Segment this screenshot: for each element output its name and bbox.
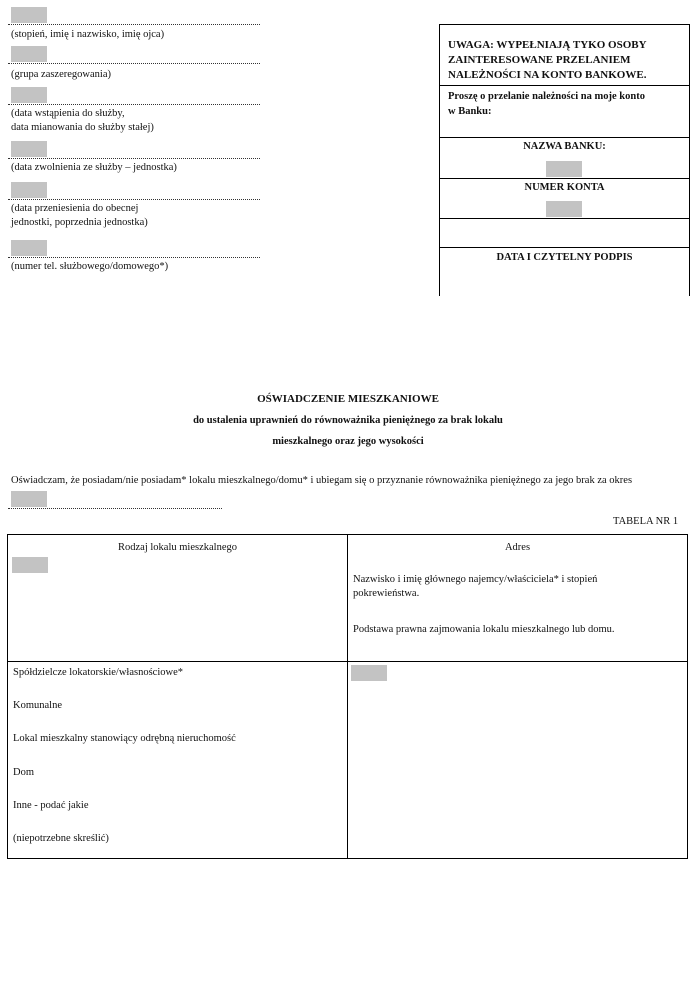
box-divider-1 xyxy=(440,85,689,86)
bank-name-label: NAZWA BANKU: xyxy=(523,141,606,152)
box-divider-5 xyxy=(440,247,689,248)
bank-request-1: Proszę o przelanie należności na moje konto xyxy=(448,91,645,102)
bank-request-2: w Banku: xyxy=(448,106,492,117)
period-line xyxy=(8,508,222,509)
option-strike-note: (niepotrzebne skreślić) xyxy=(13,833,109,844)
option-house: Dom xyxy=(13,767,34,778)
housing-table xyxy=(7,534,688,859)
option-cooperative: Spółdzielcze lokatorskie/własnościowe* xyxy=(13,667,183,678)
option-separate-property: Lokal mieszkalny stanowiący odrębną nieruchomość xyxy=(13,733,236,744)
declaration-subtitle-1: do ustalenia uprawnień do równoważnika pieniężnego za brak lokalu xyxy=(193,415,503,426)
housing-type-redacted xyxy=(12,557,48,573)
discharge-line xyxy=(8,158,260,159)
bank-notice-1: UWAGA: WYPEŁNIAJĄ TYKO OSOBY xyxy=(448,39,647,51)
service-date-line xyxy=(8,104,260,105)
table-body-row xyxy=(8,662,688,859)
account-number-redacted xyxy=(546,201,582,217)
address-header-cell xyxy=(348,535,688,662)
date-signature-label: DATA I CZYTELNY PODPIS xyxy=(496,252,633,263)
bank-transfer-box xyxy=(439,24,690,296)
group-line xyxy=(8,63,260,64)
owner-label-2: pokrewieństwa. xyxy=(353,588,420,599)
declaration-statement: Oświadczam, że posiadam/nie posiadam* lokalu mieszkalnego/domu* i ubiegam się o przyznanie równoważnika pieniężnego za jego brak za okres xyxy=(11,475,633,486)
address-header: Adres xyxy=(504,542,531,553)
discharge-caption: (data zwolnienia ze służby – jednostka) xyxy=(11,162,177,173)
account-number-label: NUMER KONTA xyxy=(524,182,605,193)
transfer-caption-2: jednostki, poprzednia jednostka) xyxy=(11,217,148,228)
phone-line xyxy=(8,257,260,258)
service-date-redacted xyxy=(11,87,47,103)
transfer-redacted xyxy=(11,182,47,198)
table-header-row xyxy=(8,535,688,662)
address-value-cell xyxy=(348,662,688,859)
declaration-title: OŚWIADCZENIE MIESZKANIOWE xyxy=(257,393,439,405)
option-municipal: Komunalne xyxy=(13,700,62,711)
rank-name-caption: (stopień, imię i nazwisko, imię ojca) xyxy=(11,29,165,40)
address-redacted xyxy=(351,665,387,681)
legal-basis-label: Podstawa prawna zajmowania lokalu mieszkalnego lub domu. xyxy=(353,624,615,635)
period-redacted xyxy=(11,491,47,507)
phone-caption: (numer tel. służbowego/domowego*) xyxy=(11,261,169,272)
box-divider-2 xyxy=(440,137,689,138)
service-date-caption-2: data mianowania do służby stałej) xyxy=(11,122,154,133)
rank-name-line xyxy=(8,24,260,25)
housing-options-cell xyxy=(8,662,348,859)
rank-name-redacted xyxy=(11,7,47,23)
group-caption: (grupa zaszeregowania) xyxy=(11,69,111,80)
discharge-redacted xyxy=(11,141,47,157)
group-redacted xyxy=(11,46,47,62)
declaration-subtitle-2: mieszkalnego oraz jego wysokości xyxy=(272,436,424,447)
transfer-line xyxy=(8,199,260,200)
box-divider-3 xyxy=(440,178,689,179)
phone-redacted xyxy=(11,240,47,256)
transfer-caption-1: (data przeniesienia do obecnej xyxy=(11,203,139,214)
option-other: Inne - podać jakie xyxy=(13,800,89,811)
bank-notice-2: ZAINTERESOWANE PRZELANIEM xyxy=(448,54,631,66)
box-divider-4 xyxy=(440,218,689,219)
table-label: TABELA NR 1 xyxy=(613,516,679,527)
owner-label-1: Nazwisko i imię głównego najemcy/właściciela* i stopień xyxy=(353,574,598,585)
housing-type-header-cell xyxy=(8,535,348,662)
service-date-caption-1: (data wstąpienia do służby, xyxy=(11,108,125,119)
housing-type-header: Rodzaj lokalu mieszkalnego xyxy=(118,542,237,553)
bank-name-redacted xyxy=(546,161,582,177)
bank-notice-3: NALEŻNOŚCI NA KONTO BANKOWE. xyxy=(448,69,647,81)
